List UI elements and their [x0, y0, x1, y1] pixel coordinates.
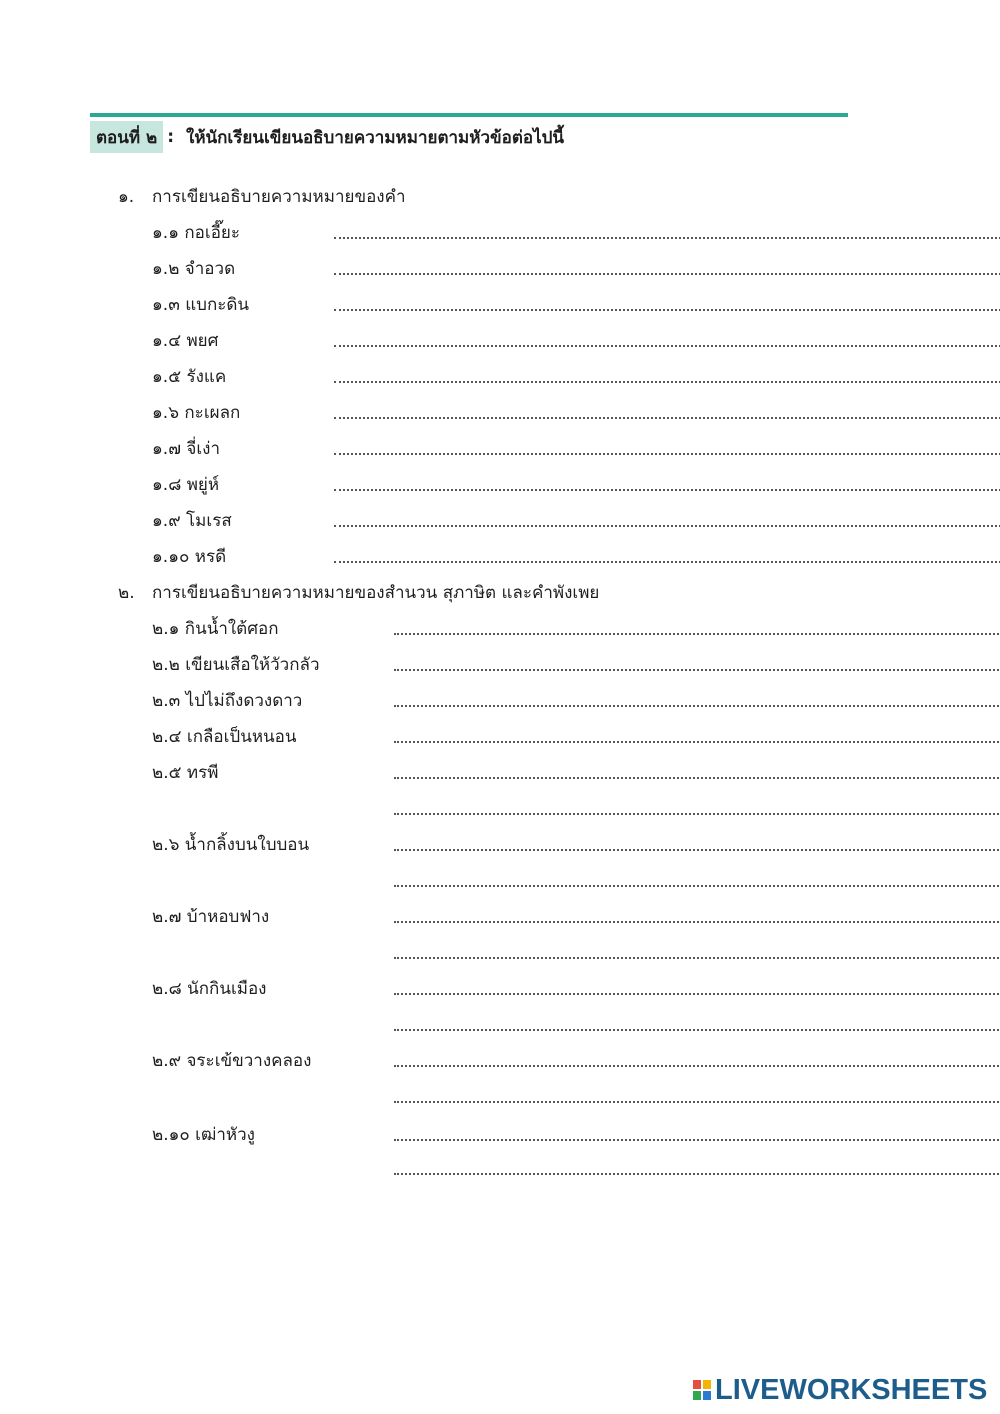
answer-line[interactable]: [334, 417, 1000, 419]
header-colon: :: [167, 127, 175, 147]
section-title: การเขียนอธิบายความหมายของสำนวน สุภาษิต และคำพังเพย: [152, 583, 600, 603]
answer-line[interactable]: [334, 237, 1000, 239]
logo-block: [693, 1380, 701, 1389]
answer-line[interactable]: [334, 453, 1000, 455]
answer-line[interactable]: [334, 381, 1000, 383]
answer-line[interactable]: [394, 813, 1000, 815]
section-2-heading: [118, 579, 599, 606]
item-label: ๒.๘ นักกินเมือง: [152, 979, 267, 999]
answer-line[interactable]: [334, 309, 1000, 311]
answer-line[interactable]: [334, 273, 1000, 275]
answer-line[interactable]: [394, 849, 1000, 851]
item-label: ๒.๗ บ้าหอบฟาง: [152, 907, 270, 927]
item-label: ๑.๗ จี่เง่า: [152, 439, 220, 459]
item-label: ๑.๒ จำอวด: [152, 259, 236, 279]
logo-block: [693, 1391, 701, 1400]
item-label: ๑.๕ รังแค: [152, 367, 227, 387]
item-label: ๑.๑๐ หรดี: [152, 547, 227, 567]
item-label: ๒.๒ เขียนเสือให้วัวกลัว: [152, 655, 320, 675]
item-label: ๒.๙ จระเข้ขวางคลอง: [152, 1051, 312, 1071]
logo-block: [703, 1391, 711, 1400]
item-label: ๒.๑๐ เฒ่าหัวงู: [152, 1125, 255, 1145]
answer-line[interactable]: [394, 1065, 1000, 1067]
answer-line[interactable]: [394, 1173, 1000, 1175]
logo-block: [703, 1380, 711, 1389]
item-label: ๑.๑ กอเอี๊ยะ: [152, 223, 241, 243]
answer-line[interactable]: [394, 669, 1000, 671]
answer-line[interactable]: [394, 777, 1000, 779]
item-label: ๒.๓ ไปไม่ถึงดวงดาว: [152, 691, 303, 711]
worksheet-header: [90, 121, 564, 153]
item-label: ๑.๖ กะเผลก: [152, 403, 241, 423]
item-label: ๑.๔ พยศ: [152, 331, 219, 351]
answer-line[interactable]: [334, 489, 1000, 491]
answer-line[interactable]: [394, 957, 1000, 959]
answer-line[interactable]: [394, 1029, 1000, 1031]
answer-line[interactable]: [334, 525, 1000, 527]
item-label: ๑.๘ พยู่ห์: [152, 475, 220, 495]
item-label: ๒.๔ เกลือเป็นหนอน: [152, 727, 297, 747]
logo-text: LIVEWORKSHEETS: [715, 1373, 988, 1406]
section-number: ๑.: [118, 187, 135, 207]
instruction: ให้นักเรียนเขียนอธิบายความหมายตามหัวข้อต่อไปนี้: [186, 127, 565, 148]
item-label: ๒.๑ กินน้ำใต้ศอก: [152, 619, 279, 639]
answer-line[interactable]: [334, 345, 1000, 347]
item-label: ๑.๙ โมเรส: [152, 511, 232, 531]
item-label: ๒.๕ ทรพี: [152, 763, 219, 783]
answer-line[interactable]: [394, 741, 1000, 743]
answer-line[interactable]: [394, 705, 1000, 707]
header-rule: [90, 113, 848, 117]
section-number: ๒.: [118, 583, 135, 603]
item-label: ๒.๖ น้ำกลิ้งบนใบบอน: [152, 835, 310, 855]
answer-line[interactable]: [394, 993, 1000, 995]
item-label: ๑.๓ แบกะดิน: [152, 295, 250, 315]
answer-line[interactable]: [394, 633, 1000, 635]
part-label: ตอนที่ ๒: [90, 121, 163, 153]
answer-line[interactable]: [394, 1101, 1000, 1103]
answer-line[interactable]: [394, 921, 1000, 923]
answer-line[interactable]: [334, 561, 1000, 563]
logo-mark-icon: [693, 1380, 711, 1400]
section-1-heading: [118, 183, 406, 210]
liveworksheets-logo: [693, 1375, 987, 1405]
answer-line[interactable]: [394, 1139, 1000, 1141]
section-title: การเขียนอธิบายความหมายของคำ: [152, 187, 406, 207]
answer-line[interactable]: [394, 885, 1000, 887]
